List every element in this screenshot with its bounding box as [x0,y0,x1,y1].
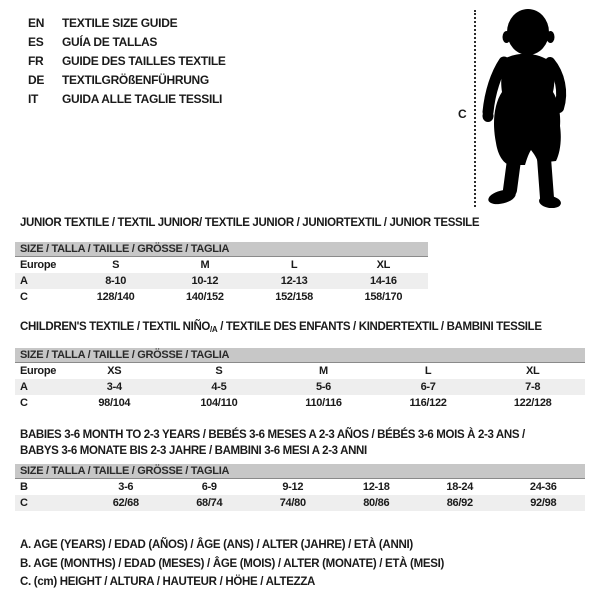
size-cell: L [424,365,432,377]
language-title: GUIDA ALLE TAGLIE TESSILI [62,92,223,106]
language-code: FR [28,54,44,68]
value-cell: 9-12 [282,481,304,493]
size-cell: L [290,259,298,271]
value-cell: 74/80 [279,497,306,509]
value-cell: 116/122 [409,397,447,409]
value-cell: 122/128 [513,397,552,409]
value-cell: 62/68 [112,497,139,509]
value-cell: 158/170 [364,291,403,303]
language-code: EN [28,16,45,30]
value-cell: 3-6 [118,481,134,493]
table-row [15,257,428,273]
table-row [15,289,428,305]
size-header-bar: SIZE / TALLA / TAILLE / GRÖSSE / TAGLIA [15,242,428,257]
table-row [15,363,585,379]
value-cell: 128/140 [96,291,135,303]
language-row [28,52,226,71]
value-cell: 98/104 [98,397,131,409]
row-label: B [20,481,28,493]
row-label: A [20,275,28,287]
language-row [28,71,226,90]
table-row [15,395,585,411]
value-cell: 92/98 [530,497,557,509]
size-cell: XL [376,259,391,271]
value-cell: 18-24 [446,481,474,493]
row-label: C [20,497,28,509]
table-row [15,495,585,511]
language-title: GUÍA DE TALLAS [62,35,158,49]
value-cell: 14-16 [370,275,397,287]
value-cell: 6-7 [420,381,436,393]
size-cell: M [319,365,328,377]
row-label: A [20,381,28,393]
value-cell: 86/92 [446,497,473,509]
value-cell: 4-5 [211,381,227,393]
children-table-section [15,321,585,411]
size-cell: M [200,259,210,271]
title-text: CHILDREN'S TEXTILE / TEXTIL NIÑO [20,321,211,333]
title-subscript: /A [210,325,218,334]
language-code: ES [28,35,44,49]
value-cell: 12-13 [280,275,308,287]
height-marker-label: C [458,107,467,121]
legend-line-b: B. AGE (MONTHS) / EDAD (MESES) / ÂGE (MOIS) / ALTER (MONATE) / ETÀ (MESI) [20,557,445,570]
value-cell: 7-8 [525,381,541,393]
language-title: GUIDE DES TAILLES TEXTILE [62,54,226,68]
language-title: TEXTILE SIZE GUIDE [62,16,178,30]
size-cell: S [215,365,223,377]
language-title: TEXTILGRÖßENFÜHRUNG [62,73,209,87]
legend [20,536,444,592]
row-label: Europe [20,259,57,271]
value-cell: 80/86 [363,497,390,509]
title-line: BABYS 3-6 MONATE BIS 2-3 JAHRE / BAMBINI 3-6 MESI A 2-3 ANNI [20,445,367,457]
row-label: C [20,397,28,409]
value-cell: 3-4 [106,381,122,393]
value-cell: 68/74 [196,497,223,509]
baby-silhouette-figure [480,8,570,208]
children-table-title [15,321,585,336]
value-cell: 104/110 [200,397,238,409]
babies-table-section [15,427,585,511]
language-code: IT [28,92,39,106]
language-row [28,14,226,33]
value-cell: 140/152 [186,291,224,303]
language-list [28,14,226,109]
title-line: BABIES 3-6 MONTH TO 2-3 YEARS / BEBÉS 3-6 MESES A 2-3 AÑOS / BÉBÉS 3-6 MOIS À 2-3 ANS / [20,429,525,441]
height-measure-line [474,10,476,207]
table-row [15,379,585,395]
value-cell: 8-10 [105,275,127,287]
size-cell: S [112,259,120,271]
value-cell: 5-6 [315,381,331,393]
language-row [28,33,226,52]
size-cell: XS [107,365,122,377]
junior-table-title: JUNIOR TEXTILE / TEXTIL JUNIOR/ TEXTILE JUNIOR / JUNIORTEXTIL / JUNIOR TESSILE [20,217,480,229]
junior-table-section [15,217,480,305]
babies-table-title [15,427,585,459]
size-cell: XL [525,365,540,377]
legend-line-a: A. AGE (YEARS) / EDAD (AÑOS) / ÂGE (ANS) / ALTER (JAHRE) / ETÀ (ANNI) [20,539,413,551]
size-header-bar: SIZE / TALLA / TAILLE / GRÖSSE / TAGLIA [15,464,585,479]
value-cell: 24-36 [529,481,557,493]
table-row [15,479,585,495]
value-cell: 10-12 [191,275,219,287]
language-code: DE [28,73,45,87]
value-cell: 110/116 [305,397,342,409]
size-header-bar: SIZE / TALLA / TAILLE / GRÖSSE / TAGLIA [15,348,585,363]
row-label: C [20,291,28,303]
legend-line-c: C. (cm) HEIGHT / ALTURA / HAUTEUR / HÖHE / ALTEZZA [20,576,316,588]
value-cell: 152/158 [275,291,313,303]
value-cell: 12-18 [362,481,390,493]
title-text: / TEXTILE DES ENFANTS / KINDERTEXTIL / BAMBINI TESSILE [217,321,542,333]
table-row [15,273,428,289]
value-cell: 6-9 [201,481,217,493]
language-row [28,90,226,109]
row-label: Europe [20,365,57,377]
